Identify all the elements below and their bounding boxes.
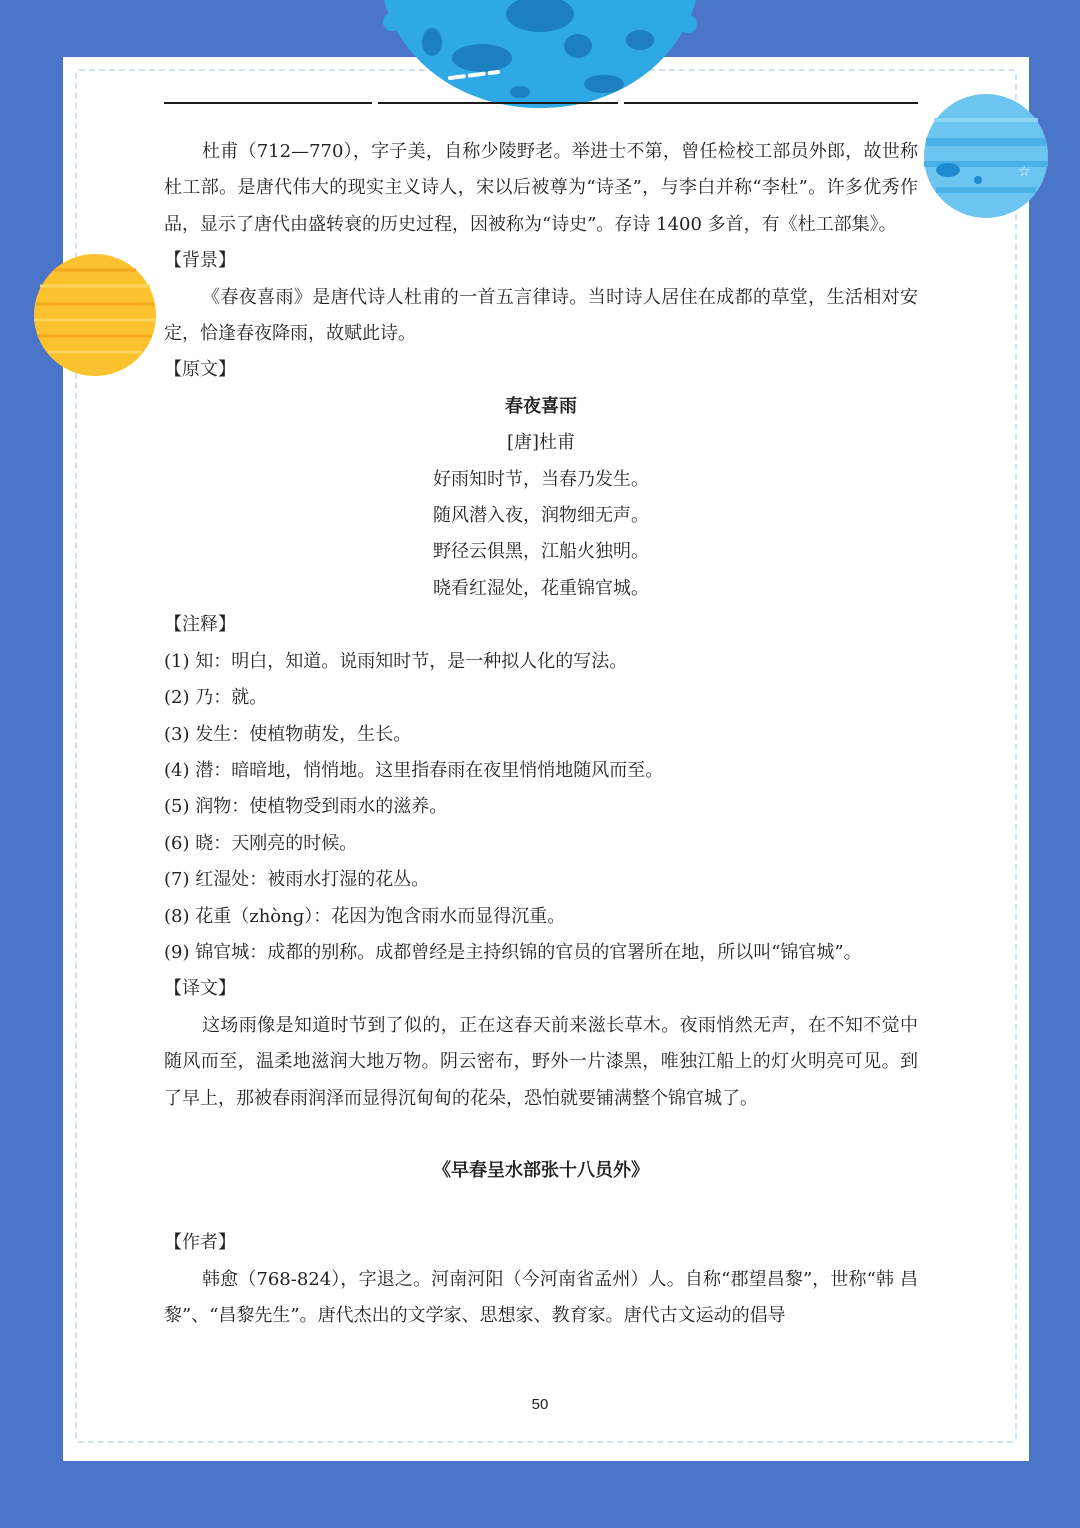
document-body <box>164 134 918 1335</box>
header-rule-middle <box>378 102 618 104</box>
svg-text:☆: ☆ <box>1018 164 1031 180</box>
notes-heading: 【注释】 <box>164 614 236 636</box>
note-item: (2) 乃：就。 <box>164 687 268 709</box>
yellow-planet-icon <box>32 252 158 378</box>
translation-text: 这场雨像是知道时节到了似的，正在这春天前来滋长草木。夜雨悄然无声，在不知不觉中随风而至，温柔地滋润大地万物。阴云密布，野外一片漆黑，唯独江船上的灯火明亮可见。到了早上，那被春雨润泽而显得沉甸甸的花朵，恐怕就要铺满整个锦官城了。 <box>164 1014 918 1109</box>
poem-line: 好雨知时节，当春乃发生。 <box>433 468 649 490</box>
background-heading: 【背景】 <box>164 250 236 272</box>
poem-line: 野径云俱黑，江船火独明。 <box>433 541 649 563</box>
note-item: (6) 晓：天刚亮的时候。 <box>164 832 358 854</box>
background-text: 《春夜喜雨》是唐代诗人杜甫的一首五言律诗。当时诗人居住在成都的草堂，生活相对安定，恰逢春夜降雨，故赋此诗。 <box>164 286 918 345</box>
spacer <box>164 1117 918 1153</box>
blue-cratered-planet-icon <box>370 0 710 115</box>
author-bio: 杜甫（712—770），字子美，自称少陵野老。举进士不第，曾任检校工部员外郎，故世称杜工部。是唐代伟大的现实主义诗人，宋以后被尊为“诗圣”，与李白并称“李杜”。许多优秀作品，显示了唐代由盛转衰的历史过程，因被称为“诗史”。存诗 1400 多首，有《杜工部集》。 <box>164 141 918 235</box>
note-item: (7) 红湿处：被雨水打湿的花丛。 <box>164 869 430 891</box>
next-author-text: 韩愈（768-824），字退之。河南河阳（今河南省孟州）人。自称“郡望昌黎”，世称“韩 昌黎”、“昌黎先生”。唐代杰出的文学家、思想家、教育家。唐代古文运动的倡导 <box>164 1268 918 1327</box>
translation-heading: 【译文】 <box>164 978 236 1000</box>
header-rule-right <box>624 102 918 104</box>
poem-line: 晓看红湿处，花重锦官城。 <box>433 577 649 599</box>
original-heading: 【原文】 <box>164 359 236 381</box>
next-author-heading: 【作者】 <box>164 1232 236 1254</box>
light-blue-planet-icon <box>922 92 1050 220</box>
note-item: (8) 花重（zhònɡ）：花因为饱含雨水而显得沉重。 <box>164 905 566 927</box>
poem-author: [唐]杜甫 <box>506 432 576 454</box>
note-item: (5) 润物：使植物受到雨水的滋养。 <box>164 796 448 818</box>
note-item: (9) 锦官城：成都的别称。成都曾经是主持织锦的官员的官署所在地，所以叫“锦官城”。 <box>164 941 862 963</box>
poem-title: 春夜喜雨 <box>505 395 577 417</box>
page-number: 50 <box>531 1396 549 1413</box>
spacer <box>164 1189 918 1225</box>
next-poem-title: 《早春呈水部张十八员外》 <box>433 1159 649 1181</box>
note-item: (1) 知：明白，知道。说雨知时节，是一种拟人化的写法。 <box>164 650 628 672</box>
poem-line: 随风潜入夜，润物细无声。 <box>433 505 649 527</box>
note-item: (4) 潜：暗暗地，悄悄地。这里指春雨在夜里悄悄地随风而至。 <box>164 759 664 781</box>
note-item: (3) 发生：使植物萌发，生长。 <box>164 723 412 745</box>
header-rule-left <box>164 102 372 104</box>
